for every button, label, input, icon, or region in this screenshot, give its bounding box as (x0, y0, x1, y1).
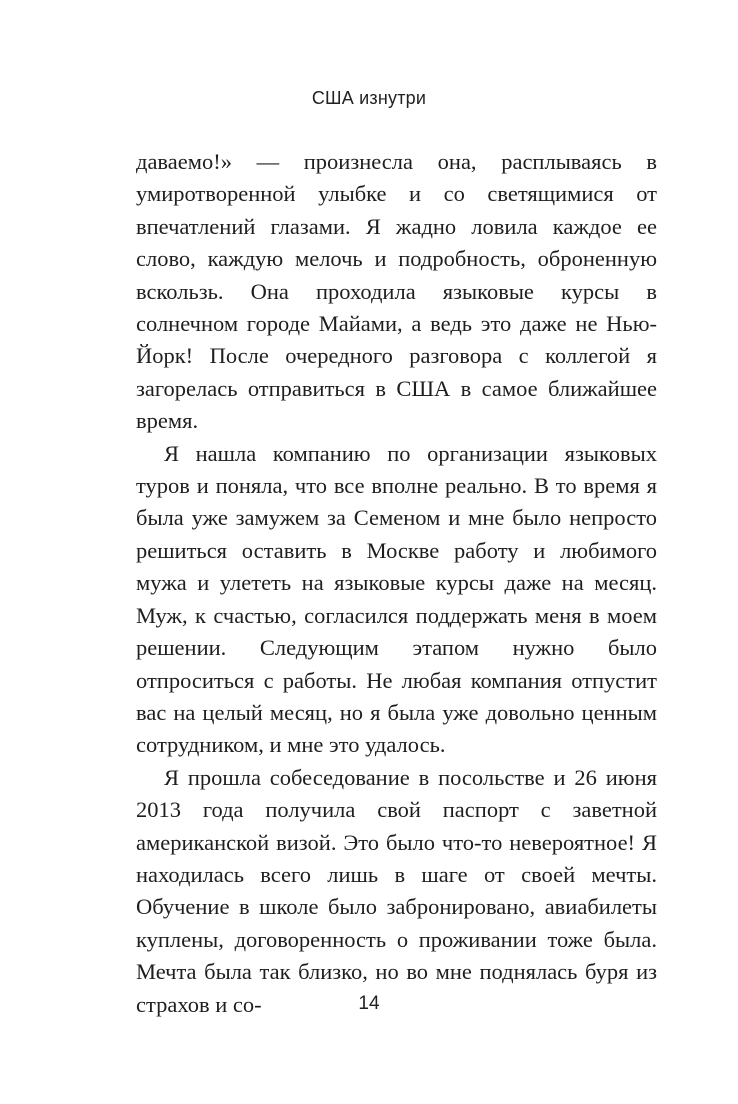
running-title: США изнутри (311, 88, 427, 108)
paragraph: Я нашла компанию по организации языковых туров и поняла, что все вполне реально. В то время я была уже замужем за Семеном и мне было непросто решиться оставить в Москве работу и любимого мужа и улететь на языковые курсы даже на месяц. Муж, к счастью, согласился поддержать меня в моем решении. Следующим этапом нужно было отпроситься с работы. Не любая компания отпустит вас на целый месяц, но я была уже довольно ценным сотрудником, и мне это удалось. (136, 440, 657, 758)
page-number: 14 (358, 993, 380, 1014)
paragraph: даваемо!» — произнесла она, расплываясь в умиротворенной улыбке и со светящимися от впечатлений глазами. Я жадно ловила каждое ее слово, каждую мелочь и подробность, оброненную вскользь. Она проходила языковые курсы в солнечном городе Майами, а ведь это даже не Нью-Йорк! После очередного разговора с коллегой я загорелась отправиться в США в самое ближайшее время. (136, 149, 657, 434)
body-text (136, 146, 657, 1021)
paragraph: Я прошла собеседование в посольстве и 26 июня 2013 года получила свой паспорт с заветной американской визой. Это было что-то невероятное! Я находилась всего лишь в шаге от своей мечты. Обучение в школе было забронировано, авиабилеты куплены, договоренность о проживании тоже была. Мечта была так близко, но во мне поднялась буря из страхов и со- (136, 764, 657, 1017)
